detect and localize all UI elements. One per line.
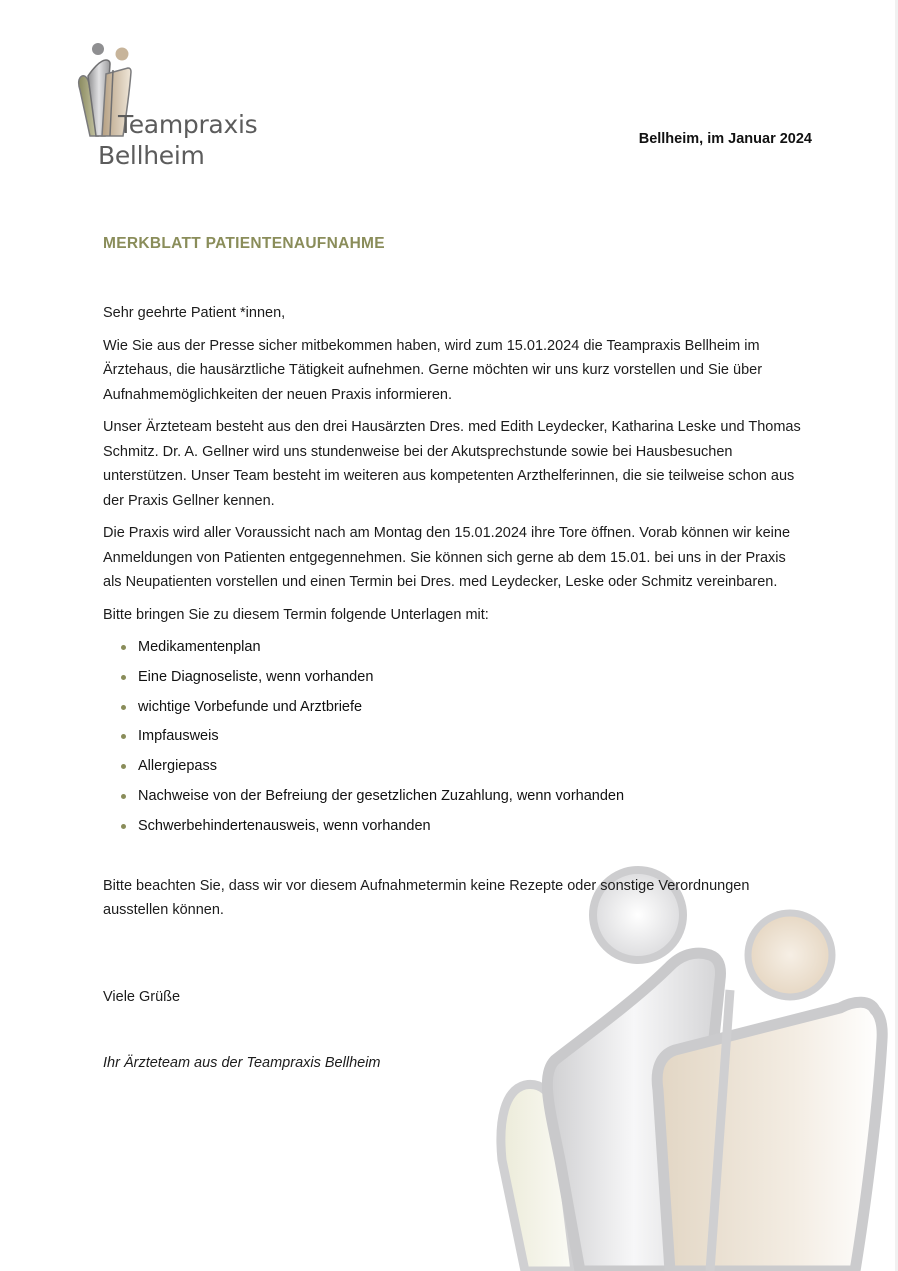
bullet-icon [121, 675, 126, 680]
greeting: Sehr geehrte Patient *innen, [103, 305, 286, 321]
bullet-icon [121, 645, 126, 650]
bullet-icon [121, 824, 126, 829]
figure-right-body [657, 1002, 882, 1271]
logo-text-bellheim: Bellheim [98, 141, 205, 170]
paragraph-opening: Die Praxis wird aller Voraussicht nach am Montag den 15.01.2024 ihre Tore öffnen. Vorab können wir keine Anmeldungen von Patienten entgegennehmen. Sie können sich gerne ab dem 15.01. bei uns in der Praxis als Neupatienten vorstellen und einen Termin bei Dres. med Leydecker, Leske oder Schmitz vereinbaren. [103, 525, 791, 590]
list-item: Allergiepass [103, 754, 803, 784]
documents-list [103, 635, 803, 844]
list-item: Medikamentenplan [103, 635, 803, 665]
list-item: Eine Diagnoseliste, wenn vorhanden [103, 665, 803, 695]
logo-head-right [116, 48, 129, 61]
letter-body [103, 301, 803, 931]
list-item: Impfausweis [103, 724, 803, 754]
document-title: MERKBLATT PATIENTENAUFNAHME [103, 235, 385, 252]
list-item: wichtige Vorbefunde und Arztbriefe [103, 695, 803, 725]
bullet-icon [121, 734, 126, 739]
logo-text-teampraxis: Teampraxis [118, 110, 258, 139]
paragraph-note: Bitte beachten Sie, dass wir vor diesem Aufnahmetermin keine Rezepte oder sonstige Verordnungen ausstellen können. [103, 877, 750, 919]
paragraph-documents-intro: Bitte bringen Sie zu diesem Termin folgende Unterlagen mit: [103, 606, 489, 623]
closing-regards: Viele Grüße [103, 989, 181, 1005]
bullet-icon [121, 764, 126, 769]
bullet-icon [121, 705, 126, 710]
logo-head-center [92, 43, 104, 55]
bullet-icon [121, 794, 126, 799]
list-item: Schwerbehindertenausweis, wenn vorhanden [103, 814, 803, 844]
list-item: Nachweise von der Befreiung der gesetzlichen Zuzahlung, wenn vorhanden [103, 784, 803, 814]
paragraph-intro: Wie Sie aus der Presse sicher mitbekommen haben, wird zum 15.01.2024 die Teampraxis Bellheim im Ärztehaus, die hausärztliche Tätigkeit aufnehmen. Gerne möchten wir uns kurz vorstellen und Sie über Aufnahmemöglichkeiten der neuen Praxis informieren. [103, 337, 763, 403]
paragraph-team: Unser Ärzteteam besteht aus den drei Hausärzten Dres. med Edith Leydecker, Katharina Leske und Thomas Schmitz. Dr. A. Gellner wird uns stundenweise bei der Akutsprechstunde sowie bei Hausbesuchen unterstützen. Unser Team besteht im weiteren aus kompetenten Arzthelferinnen, die sie teilweise schon aus der Praxis Gellner kennen. [103, 419, 801, 509]
signature: Ihr Ärzteteam aus der Teampraxis Bellheim [103, 1055, 381, 1071]
letter-date: Bellheim, im Januar 2024 [638, 131, 812, 147]
